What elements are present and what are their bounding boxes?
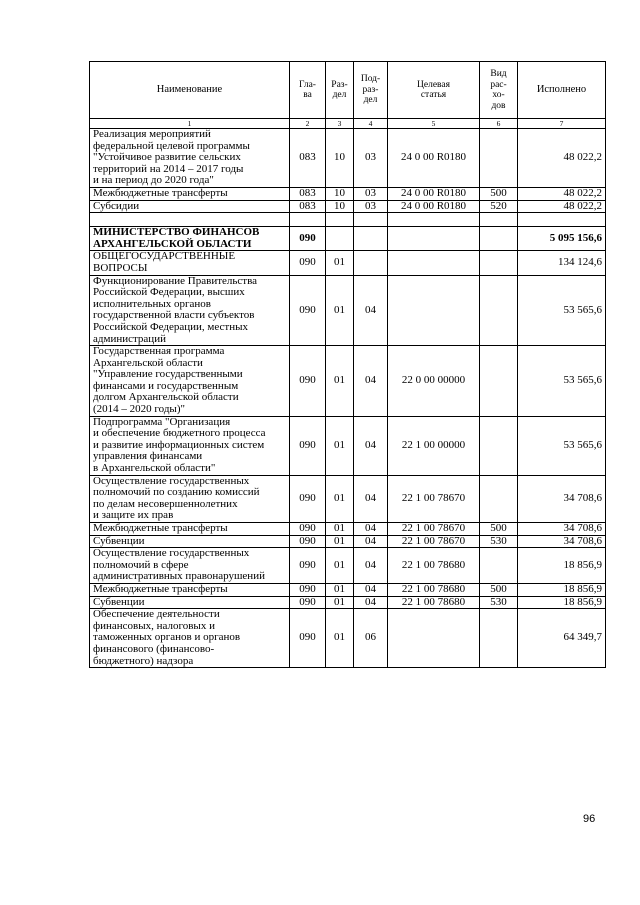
cell-razdel: 01 xyxy=(326,535,354,548)
table-row xyxy=(90,523,606,536)
cell-celevaya: 24 0 00 R0180 xyxy=(388,187,480,200)
cell-name: Подпрограмма "Организация и обеспечение бюджетного процесса и развитие информационных систем управления финансами в Архангельской области" xyxy=(90,416,290,475)
header-name: Наименование xyxy=(90,62,290,119)
cell-razdel xyxy=(326,213,354,227)
cell-name: Обеспечение деятельности финансовых, налоговых и таможенных органов и органов финансового (финансово- бюджетного) надзора xyxy=(90,609,290,668)
cell-ispolneno: 18 856,9 xyxy=(518,548,606,584)
cell-vid xyxy=(480,475,518,522)
cell-ispolneno: 53 565,6 xyxy=(518,416,606,475)
cell-ispolneno: 48 022,2 xyxy=(518,129,606,188)
cell-ispolneno: 53 565,6 xyxy=(518,275,606,346)
cell-name: Субвенции xyxy=(90,596,290,609)
column-number: 3 xyxy=(326,119,354,129)
table-row xyxy=(90,596,606,609)
cell-glava: 090 xyxy=(290,416,326,475)
cell-razdel: 01 xyxy=(326,251,354,275)
cell-ispolneno: 48 022,2 xyxy=(518,200,606,213)
cell-podrazdel: 04 xyxy=(354,596,388,609)
table-row xyxy=(90,129,606,188)
cell-ispolneno: 34 708,6 xyxy=(518,523,606,536)
cell-vid: 500 xyxy=(480,583,518,596)
table-row xyxy=(90,548,606,584)
header-vid: Вид рас- хо- дов xyxy=(480,62,518,119)
cell-celevaya: 22 1 00 78680 xyxy=(388,548,480,584)
header-glava: Гла- ва xyxy=(290,62,326,119)
cell-podrazdel xyxy=(354,251,388,275)
cell-razdel: 01 xyxy=(326,275,354,346)
cell-razdel xyxy=(326,227,354,251)
cell-razdel: 01 xyxy=(326,416,354,475)
table-row xyxy=(90,535,606,548)
table-row xyxy=(90,213,606,227)
cell-celevaya: 22 1 00 78670 xyxy=(388,535,480,548)
column-number: 7 xyxy=(518,119,606,129)
cell-podrazdel xyxy=(354,227,388,251)
cell-podrazdel: 04 xyxy=(354,523,388,536)
cell-podrazdel: 04 xyxy=(354,475,388,522)
table-row xyxy=(90,583,606,596)
cell-ispolneno: 34 708,6 xyxy=(518,535,606,548)
cell-name: Функционирование Правительства Российской Федерации, высших исполнительных органов государственной власти субъектов Российской Федерации, местных администраций xyxy=(90,275,290,346)
cell-glava: 090 xyxy=(290,583,326,596)
cell-ispolneno: 34 708,6 xyxy=(518,475,606,522)
cell-razdel: 10 xyxy=(326,129,354,188)
cell-celevaya: 24 0 00 R0180 xyxy=(388,129,480,188)
column-number: 5 xyxy=(388,119,480,129)
cell-podrazdel: 04 xyxy=(354,583,388,596)
cell-ispolneno: 18 856,9 xyxy=(518,583,606,596)
cell-glava: 083 xyxy=(290,129,326,188)
cell-vid xyxy=(480,251,518,275)
cell-celevaya: 22 1 00 78670 xyxy=(388,475,480,522)
budget-table xyxy=(89,61,606,668)
cell-glava: 090 xyxy=(290,251,326,275)
cell-glava: 090 xyxy=(290,346,326,417)
cell-vid: 530 xyxy=(480,535,518,548)
cell-name xyxy=(90,213,290,227)
cell-glava: 090 xyxy=(290,548,326,584)
cell-vid xyxy=(480,275,518,346)
cell-celevaya: 22 1 00 78670 xyxy=(388,523,480,536)
cell-celevaya xyxy=(388,609,480,668)
cell-celevaya: 22 1 00 78680 xyxy=(388,583,480,596)
cell-vid xyxy=(480,346,518,417)
table-row xyxy=(90,609,606,668)
cell-name: ОБЩЕГОСУДАРСТВЕННЫЕ ВОПРОСЫ xyxy=(90,251,290,275)
page-number: 96 xyxy=(583,813,596,825)
cell-celevaya xyxy=(388,275,480,346)
cell-ispolneno: 18 856,9 xyxy=(518,596,606,609)
cell-podrazdel: 06 xyxy=(354,609,388,668)
cell-vid: 500 xyxy=(480,523,518,536)
header-razdel: Раз- дел xyxy=(326,62,354,119)
cell-razdel: 01 xyxy=(326,609,354,668)
cell-podrazdel: 04 xyxy=(354,548,388,584)
cell-ispolneno: 5 095 156,6 xyxy=(518,227,606,251)
cell-podrazdel: 04 xyxy=(354,416,388,475)
cell-celevaya: 24 0 00 R0180 xyxy=(388,200,480,213)
cell-razdel: 01 xyxy=(326,523,354,536)
header-ispolneno: Исполнено xyxy=(518,62,606,119)
cell-podrazdel: 04 xyxy=(354,275,388,346)
cell-name: Реализация мероприятий федеральной целевой программы "Устойчивое развитие сельских территорий на 2014 – 2017 годы и на период до 2020 года" xyxy=(90,129,290,188)
column-number: 1 xyxy=(90,119,290,129)
cell-razdel: 01 xyxy=(326,596,354,609)
cell-ispolneno: 48 022,2 xyxy=(518,187,606,200)
cell-glava: 090 xyxy=(290,227,326,251)
cell-glava xyxy=(290,213,326,227)
cell-glava: 090 xyxy=(290,535,326,548)
cell-vid xyxy=(480,416,518,475)
cell-razdel: 01 xyxy=(326,475,354,522)
table-row xyxy=(90,275,606,346)
cell-celevaya xyxy=(388,213,480,227)
cell-celevaya: 22 1 00 78680 xyxy=(388,596,480,609)
cell-vid: 530 xyxy=(480,596,518,609)
cell-glava: 090 xyxy=(290,609,326,668)
cell-vid xyxy=(480,609,518,668)
cell-glava: 090 xyxy=(290,475,326,522)
cell-glava: 083 xyxy=(290,200,326,213)
table-row xyxy=(90,346,606,417)
cell-vid xyxy=(480,213,518,227)
cell-glava: 090 xyxy=(290,523,326,536)
table-row xyxy=(90,416,606,475)
cell-name: Субвенции xyxy=(90,535,290,548)
cell-podrazdel xyxy=(354,213,388,227)
table-row xyxy=(90,227,606,251)
cell-razdel: 01 xyxy=(326,583,354,596)
cell-podrazdel: 03 xyxy=(354,187,388,200)
cell-ispolneno xyxy=(518,213,606,227)
table-row xyxy=(90,475,606,522)
cell-razdel: 10 xyxy=(326,200,354,213)
cell-vid xyxy=(480,548,518,584)
cell-ispolneno: 64 349,7 xyxy=(518,609,606,668)
cell-razdel: 10 xyxy=(326,187,354,200)
cell-razdel: 01 xyxy=(326,346,354,417)
cell-podrazdel: 03 xyxy=(354,129,388,188)
cell-podrazdel: 04 xyxy=(354,535,388,548)
header-podrazdel: Под- раз- дел xyxy=(354,62,388,119)
cell-glava: 090 xyxy=(290,275,326,346)
column-numbers-row xyxy=(90,119,606,129)
cell-ispolneno: 134 124,6 xyxy=(518,251,606,275)
cell-name: МИНИСТЕРСТВО ФИНАНСОВ АРХАНГЕЛЬСКОЙ ОБЛАСТИ xyxy=(90,227,290,251)
cell-name: Межбюджетные трансферты xyxy=(90,187,290,200)
cell-celevaya xyxy=(388,251,480,275)
cell-glava: 083 xyxy=(290,187,326,200)
header-celevaya: Целевая статья xyxy=(388,62,480,119)
cell-vid xyxy=(480,129,518,188)
cell-podrazdel: 03 xyxy=(354,200,388,213)
cell-name: Межбюджетные трансферты xyxy=(90,583,290,596)
table-row xyxy=(90,187,606,200)
cell-razdel: 01 xyxy=(326,548,354,584)
cell-name: Осуществление государственных полномочий в сфере административных правонарушений xyxy=(90,548,290,584)
table-row xyxy=(90,200,606,213)
cell-name: Осуществление государственных полномочий по созданию комиссий по делам несовершеннолетних и защите их прав xyxy=(90,475,290,522)
cell-vid: 500 xyxy=(480,187,518,200)
column-number: 6 xyxy=(480,119,518,129)
cell-glava: 090 xyxy=(290,596,326,609)
cell-name: Межбюджетные трансферты xyxy=(90,523,290,536)
cell-name: Субсидии xyxy=(90,200,290,213)
cell-vid: 520 xyxy=(480,200,518,213)
table-row xyxy=(90,251,606,275)
cell-celevaya: 22 1 00 00000 xyxy=(388,416,480,475)
cell-podrazdel: 04 xyxy=(354,346,388,417)
cell-celevaya: 22 0 00 00000 xyxy=(388,346,480,417)
cell-ispolneno: 53 565,6 xyxy=(518,346,606,417)
cell-name: Государственная программа Архангельской области "Управление государственными финансами и государственным долгом Архангельской области (2014 – 2020 годы)" xyxy=(90,346,290,417)
column-number: 4 xyxy=(354,119,388,129)
cell-vid xyxy=(480,227,518,251)
cell-celevaya xyxy=(388,227,480,251)
column-number: 2 xyxy=(290,119,326,129)
